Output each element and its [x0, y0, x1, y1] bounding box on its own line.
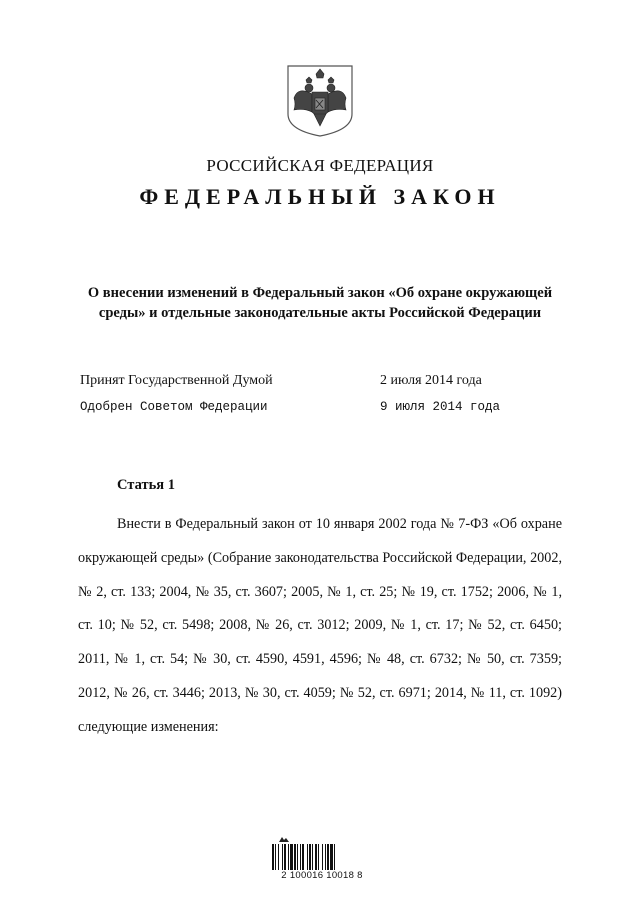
duma-adoption-label: Принят Государственной Думой	[80, 373, 273, 388]
barcode-number: 2 100016 10018 8	[281, 870, 363, 881]
barcode-mark-icon	[278, 836, 290, 843]
law-subject-line-2: среды» и отдельные законодательные акты Российской Федерации	[98, 305, 542, 321]
law-type-heading: ФЕДЕРАЛЬНЫЙ ЗАКОН	[139, 184, 501, 209]
duma-adoption-date: 2 июля 2014 года	[380, 373, 482, 388]
barcode-icon	[272, 844, 370, 870]
law-subject-line-1: О внесении изменений в Федеральный закон «Об охране окружающей	[87, 285, 553, 301]
russian-coat-of-arms-icon	[286, 64, 354, 138]
council-approval-label: Одобрен Советом Федерации	[80, 400, 268, 414]
article-heading: Статья 1	[117, 477, 175, 493]
country-name: РОССИЙСКАЯ ФЕДЕРАЦИЯ	[206, 156, 434, 175]
council-approval-date: 9 июля 2014 года	[380, 400, 501, 414]
article-body-text: Внести в Федеральный закон от 10 января 2002 года № 7-ФЗ «Об охране окружающей среды» (Собрание законодательства Российской Федерации, 2002, № 2, ст. 133; 2004, № 35, ст. 3607; 2005, № 1, ст. 25; № 19, ст. 1752; 2006, № 1, ст. 10; № 52, ст. 5498; 2008, № 26, ст. 3012; 2009, № 1, ст. 17; № 52, ст. 6450; 2011, № 1, ст. 54; № 30, ст. 4590, 4591, 4596; № 48, ст. 6732; № 50, ст. 7359; 2012, № 26, ст. 3446; 2013, № 30, ст. 4059; № 52, ст. 6971; 2014, № 11, ст. 1092) следующие изменения:	[78, 516, 562, 735]
law-subject-title	[70, 283, 570, 323]
barcode	[268, 836, 376, 886]
